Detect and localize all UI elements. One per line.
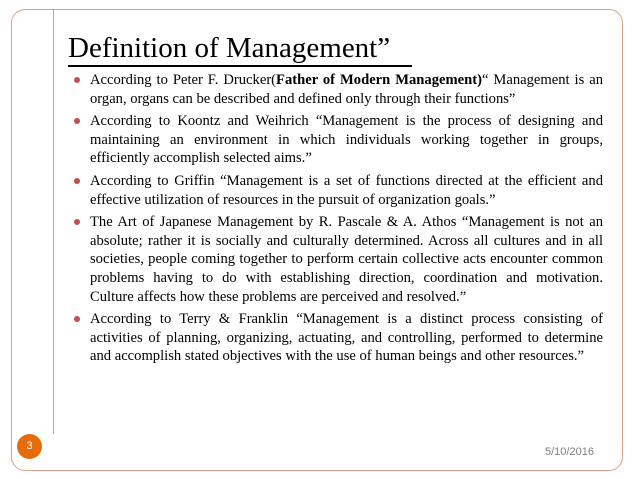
accent-line [53,9,54,434]
list-item [72,172,603,209]
bullet-text-bold: Father of Modern Management) [276,72,482,88]
bullet-text: According to Terry & Franklin “Management is a distinct process consisting of activities of planning, organizing, actuating, and controlling, performed to determine and accomplish stated objectives with the use of human beings and other resources.” [90,311,603,365]
page-number-badge: 3 [17,434,42,459]
bullet-icon [74,178,80,184]
definition-list [72,71,603,370]
bullet-text-before: According to Peter F. Drucker( [90,72,277,88]
list-item [72,213,603,306]
list-item [72,310,603,366]
bullet-text: According to Griffin “Management is a set of functions directed at the efficient and effective utilization of resources in the pursuit of organization goals.” [90,172,603,208]
bullet-icon [74,316,80,322]
bullet-icon [74,77,80,83]
slide-date: 5/10/2016 [545,446,594,458]
list-item [72,71,603,108]
bullet-text: The Art of Japanese Management by R. Pascale & A. Athos “Management is not an absolute; rather it is socially and culturally determined. Across all cultures and in all societies, people coming together to perform certain collective acts encounter common problems having to do with establishing direction, coordination and motivation. Culture affects how these problems are perceived and resolved.” [90,214,603,305]
slide-title: Definition of Management” [68,32,391,64]
bullet-text-after: “ Management is an organ, organs can be described and defined only through their functions” [90,72,603,107]
bullet-icon [74,219,80,225]
title-underline [68,65,412,67]
list-item [72,112,603,168]
bullet-icon [74,118,80,124]
bullet-text: According to Koontz and Weihrich “Management is the process of designing and maintaining an environment in which individuals working together in groups, efficiently accomplish selected aims.” [90,113,603,167]
